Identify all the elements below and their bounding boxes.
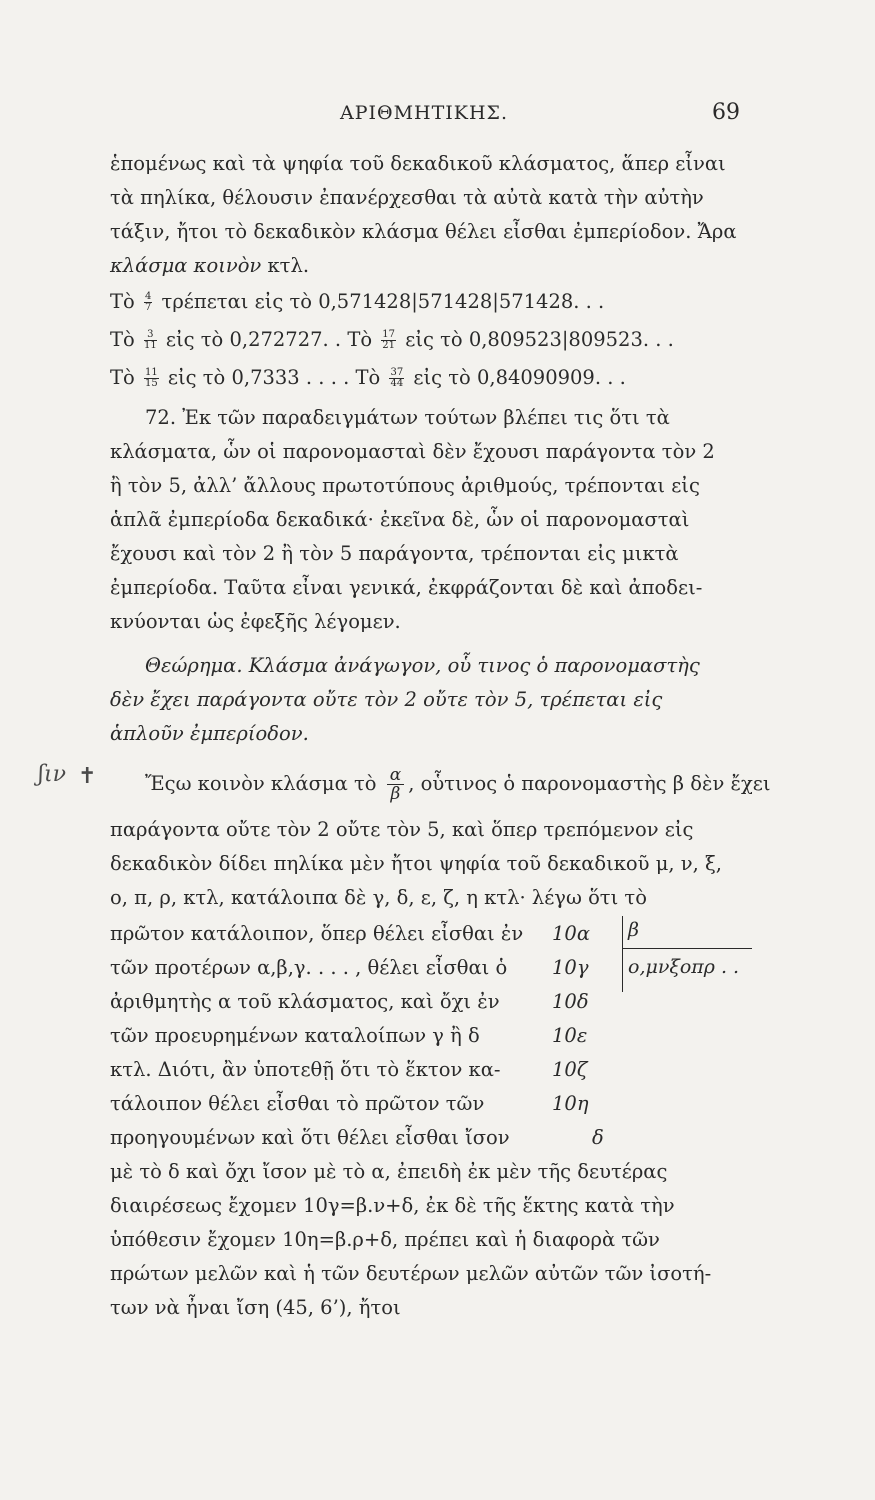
remainder-step: 10δ: [552, 990, 589, 1013]
remainder-step: 10ε: [552, 1024, 588, 1047]
text-line: παράγοντα οὔτε τὸν 2 οὔτε τὸν 5, καὶ ὅπερ τρεπόμενον εἰς: [110, 818, 694, 841]
text-line: δεκαδικὸν δίδει πηλίκα μὲν ἤτοι ψηφία τοῦ δεκαδικοῦ μ, ν, ξ,: [110, 852, 722, 875]
text-line: των νὰ ἦναι ἴση (45, 6’), ἤτοι: [110, 1296, 401, 1319]
text-line: ἑπομένως καὶ τὰ ψηφία τοῦ δεκαδικοῦ κλάσματος, ἅπερ εἶναι: [110, 152, 726, 175]
text-line: ὑπόθεσιν ἔχομεν 10η=β.ρ+δ, πρέπει καὶ ἡ διαφορὰ τῶν: [110, 1228, 660, 1251]
fraction-numerator: 37: [390, 367, 404, 378]
text-line: κνύονται ὡς ἐφεξῆς λέγομεν.: [110, 610, 401, 633]
handwritten-margin-note: ʃιν: [38, 762, 66, 787]
theorem-line: ἁπλοῦν ἐμπερίοδον.: [110, 722, 309, 745]
text-fragment: εἰς τὸ 0,84090909. . .: [413, 366, 626, 389]
running-header: [0, 100, 875, 130]
remainder-step: 10η: [552, 1092, 589, 1115]
example-line-1: [110, 288, 604, 316]
text-line: [110, 252, 309, 280]
text-line: κλάσματα, ὧν οἱ παρονομασταὶ δὲν ἔχουσι παράγοντα τὸν 2: [110, 440, 715, 463]
theorem-line: δὲν ἔχει παράγοντα οὔτε τὸν 2 οὔτε τὸν 5, τρέπεται εἰς: [110, 688, 663, 711]
text-fragment: Τὸ: [110, 366, 135, 389]
fraction: [144, 292, 152, 313]
division-quotient: ο,μνξοπρ . .: [628, 956, 740, 978]
fraction-denominator: 7: [144, 302, 152, 313]
text-line: ἢ τὸν 5, ἀλλ’ ἄλλους πρωτοτύπους ἀριθμούς, τρέπονται εἰς: [110, 474, 700, 497]
text-line: τάξιν, ἤτοι τὸ δεκαδικὸν κλάσμα θέλει εἶσθαι ἐμπερίοδον. Ἄρα: [110, 220, 737, 243]
text-line: τάλοιπον θέλει εἶσθαι τὸ πρῶτον τῶν: [110, 1092, 485, 1115]
text-line: μὲ τὸ δ καὶ ὄχι ἴσον μὲ τὸ α, ἐπειδὴ ἐκ μὲν τῆς δευτέρας: [110, 1160, 668, 1183]
fraction: [381, 330, 396, 351]
text-fragment: Τὸ: [110, 328, 135, 351]
page-number: 69: [712, 100, 740, 125]
fraction-denominator: 44: [390, 378, 404, 389]
text-line: τῶν προευρημένων καταλοίπων γ ἢ δ: [110, 1024, 480, 1047]
division-divisor: β: [628, 919, 639, 941]
text-line: πρώτων μελῶν καὶ ἡ τῶν δευτέρων μελῶν αὐτῶν τῶν ἰσοτή-: [110, 1262, 712, 1285]
text-fragment: , οὗτινος ὁ παρονομαστὴς β δὲν ἔχει: [408, 772, 771, 795]
text-line: τὰ πηλίκα, θέλουσιν ἐπανέρχεσθαι τὰ αὐτὰ κατὰ τὴν αὐτὴν: [110, 186, 704, 209]
text-fragment: Ἔςω κοινὸν κλάσμα τὸ: [145, 772, 377, 795]
fraction-numerator: 17: [382, 329, 396, 340]
remainder-step: 10ζ: [552, 1058, 588, 1081]
text-fragment: τρέπεται εἰς τὸ 0,571428|571428|571428. . .: [161, 290, 605, 313]
fraction-numerator: 11: [144, 367, 158, 378]
proof-intro-line: [145, 766, 771, 803]
fraction-numerator: 4: [144, 291, 152, 302]
example-line-3: [110, 364, 626, 392]
text-fragment: εἰς τὸ 0,809523|809523. . .: [405, 328, 674, 351]
fraction: [144, 368, 159, 389]
text-fragment: εἰς τὸ 0,7333 . . . . Τὸ: [167, 366, 381, 389]
text-fragment: κτλ.: [261, 254, 310, 277]
text-fragment: εἰς τὸ 0,272727. . Τὸ: [165, 328, 373, 351]
text-line: ἐμπερίοδα. Ταῦτα εἶναι γενικά, ἐκφράζονται δὲ καὶ ἀποδει-: [110, 576, 703, 599]
text-line: ἔχουσι καὶ τὸν 2 ἢ τὸν 5 παράγοντα, τρέπονται εἰς μικτὰ: [110, 542, 679, 565]
text-line: προηγουμένων καὶ ὅτι θέλει εἶσθαι ἴσον: [110, 1126, 510, 1149]
text-fragment: Τὸ: [110, 290, 135, 313]
fraction-numerator: 3: [144, 330, 157, 341]
remainder-step: δ: [592, 1126, 604, 1149]
example-line-2: [110, 326, 674, 354]
fraction: [389, 368, 404, 389]
header-title: ΑΡΙΘΜΗΤΙΚΗΣ.: [340, 102, 509, 124]
text-line: διαιρέσεως ἔχομεν 10γ=β.ν+δ, ἐκ δὲ τῆς ἕκτης κατὰ τὴν: [110, 1194, 675, 1217]
theorem-line: Θεώρημα. Κλάσμα ἀνάγωγον, οὗ τινος ὁ παρονομαστὴς: [145, 654, 700, 677]
fraction-denominator: 15: [144, 378, 158, 389]
italic-phrase: κλάσμα κοινὸν: [110, 254, 262, 277]
text-line: ἁπλᾶ ἐμπερίοδα δεκαδικά· ἐκεῖνα δὲ, ὧν οἱ παρονομασταὶ: [110, 508, 690, 531]
long-division-bracket: [622, 916, 752, 992]
fraction: [387, 766, 404, 803]
division-horizontal-rule: [622, 948, 752, 949]
text-line: κτλ. Διότι, ἂν ὑποτεθῇ ὅτι τὸ ἕκτον κα-: [110, 1058, 501, 1081]
fraction-denominator: β: [390, 784, 401, 804]
remainder-step: 10α: [552, 922, 590, 945]
fraction: [144, 330, 157, 351]
text-line: ο, π, ρ, κτλ, κατάλοιπα δὲ γ, δ, ε, ζ, η κτλ· λέγω ὅτι τὸ: [110, 886, 647, 909]
fraction-numerator: α: [387, 766, 404, 785]
handwritten-cross-icon: ✝: [78, 764, 97, 789]
fraction-denominator: 11: [143, 340, 157, 351]
fraction-denominator: 21: [382, 340, 396, 351]
remainder-step: 10γ: [552, 956, 589, 979]
text-line: πρῶτον κατάλοιπον, ὅπερ θέλει εἶσθαι ἐν: [110, 922, 524, 945]
text-line: ἀριθμητὴς α τοῦ κλάσματος, καὶ ὄχι ἐν: [110, 990, 500, 1013]
division-vertical-rule: [622, 916, 623, 992]
text-line: 72. Ἐκ τῶν παραδειγμάτων τούτων βλέπει τις ὅτι τὰ: [145, 406, 670, 429]
text-line: τῶν προτέρων α,β,γ. . . . , θέλει εἶσθαι ὁ: [110, 956, 508, 979]
